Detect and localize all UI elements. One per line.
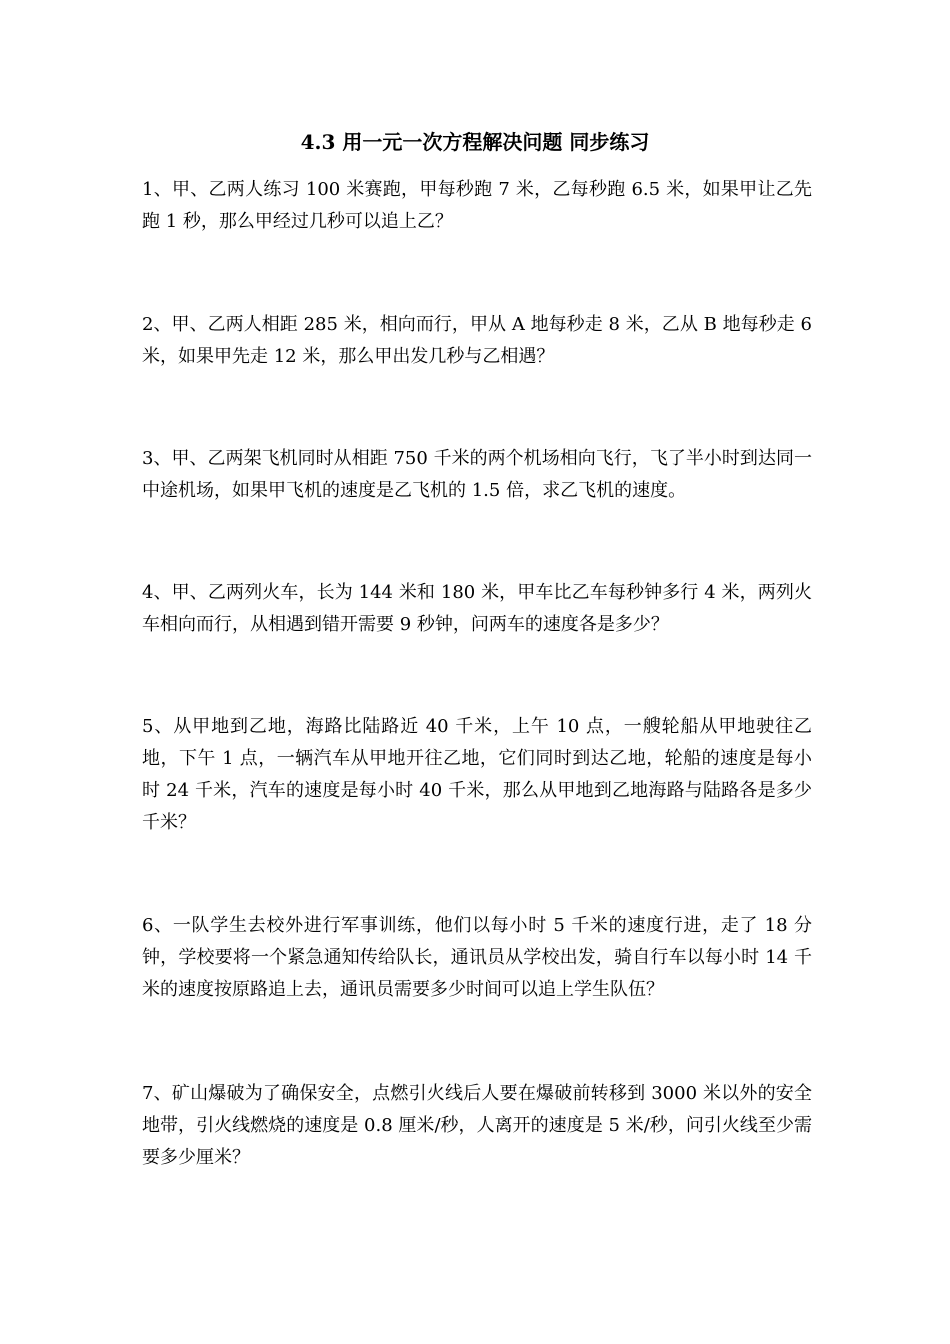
problem-7: 7、矿山爆破为了确保安全，点燃引火线后人要在爆破前转移到 3000 米以外的安全地带，引火线燃烧的速度是 0.8 厘米/秒，人离开的速度是 5 米/秒，问引火线至少需要多少厘米？ [142, 1083, 812, 1168]
problem-6: 6、一队学生去校外进行军事训练，他们以每小时 5 千米的速度行进，走了 18 分钟，学校要将一个紧急通知传给队长，通讯员从学校出发，骑自行车以每小时 14 千米的速度按原路追上去，通讯员需要多少时间可以追上学生队伍？ [142, 915, 812, 1000]
problem-2: 2、甲、乙两人相距 285 米，相向而行，甲从 A 地每秒走 8 米，乙从 B 地每秒走 6 米，如果甲先走 12 米，那么甲出发几秒与乙相遇？ [142, 314, 812, 367]
problem-1: 1、甲、乙两人练习 100 米赛跑，甲每秒跑 7 米，乙每秒跑 6.5 米，如果甲让乙先跑 1 秒，那么甲经过几秒可以追上乙？ [142, 179, 812, 232]
problem-4: 4、甲、乙两列火车，长为 144 米和 180 米，甲车比乙车每秒钟多行 4 米，两列火车相向而行，从相遇到错开需要 9 秒钟，问两车的速度各是多少？ [142, 582, 812, 635]
problem-5: 5、从甲地到乙地，海路比陆路近 40 千米，上午 10 点，一艘轮船从甲地驶往乙地，下午 1 点，一辆汽车从甲地开往乙地，它们同时到达乙地，轮船的速度是每小时 24 千米，汽车的速度是每小时 40 千米，那么从甲地到乙地海路与陆路各是多少千米？ [142, 716, 812, 833]
problem-3: 3、甲、乙两架飞机同时从相距 750 千米的两个机场相向飞行，飞了半小时到达同一中途机场，如果甲飞机的速度是乙飞机的 1.5 倍，求乙飞机的速度。 [142, 448, 812, 501]
page-title: 4.3 用一元一次方程解决问题 同步练习 [300, 130, 650, 154]
